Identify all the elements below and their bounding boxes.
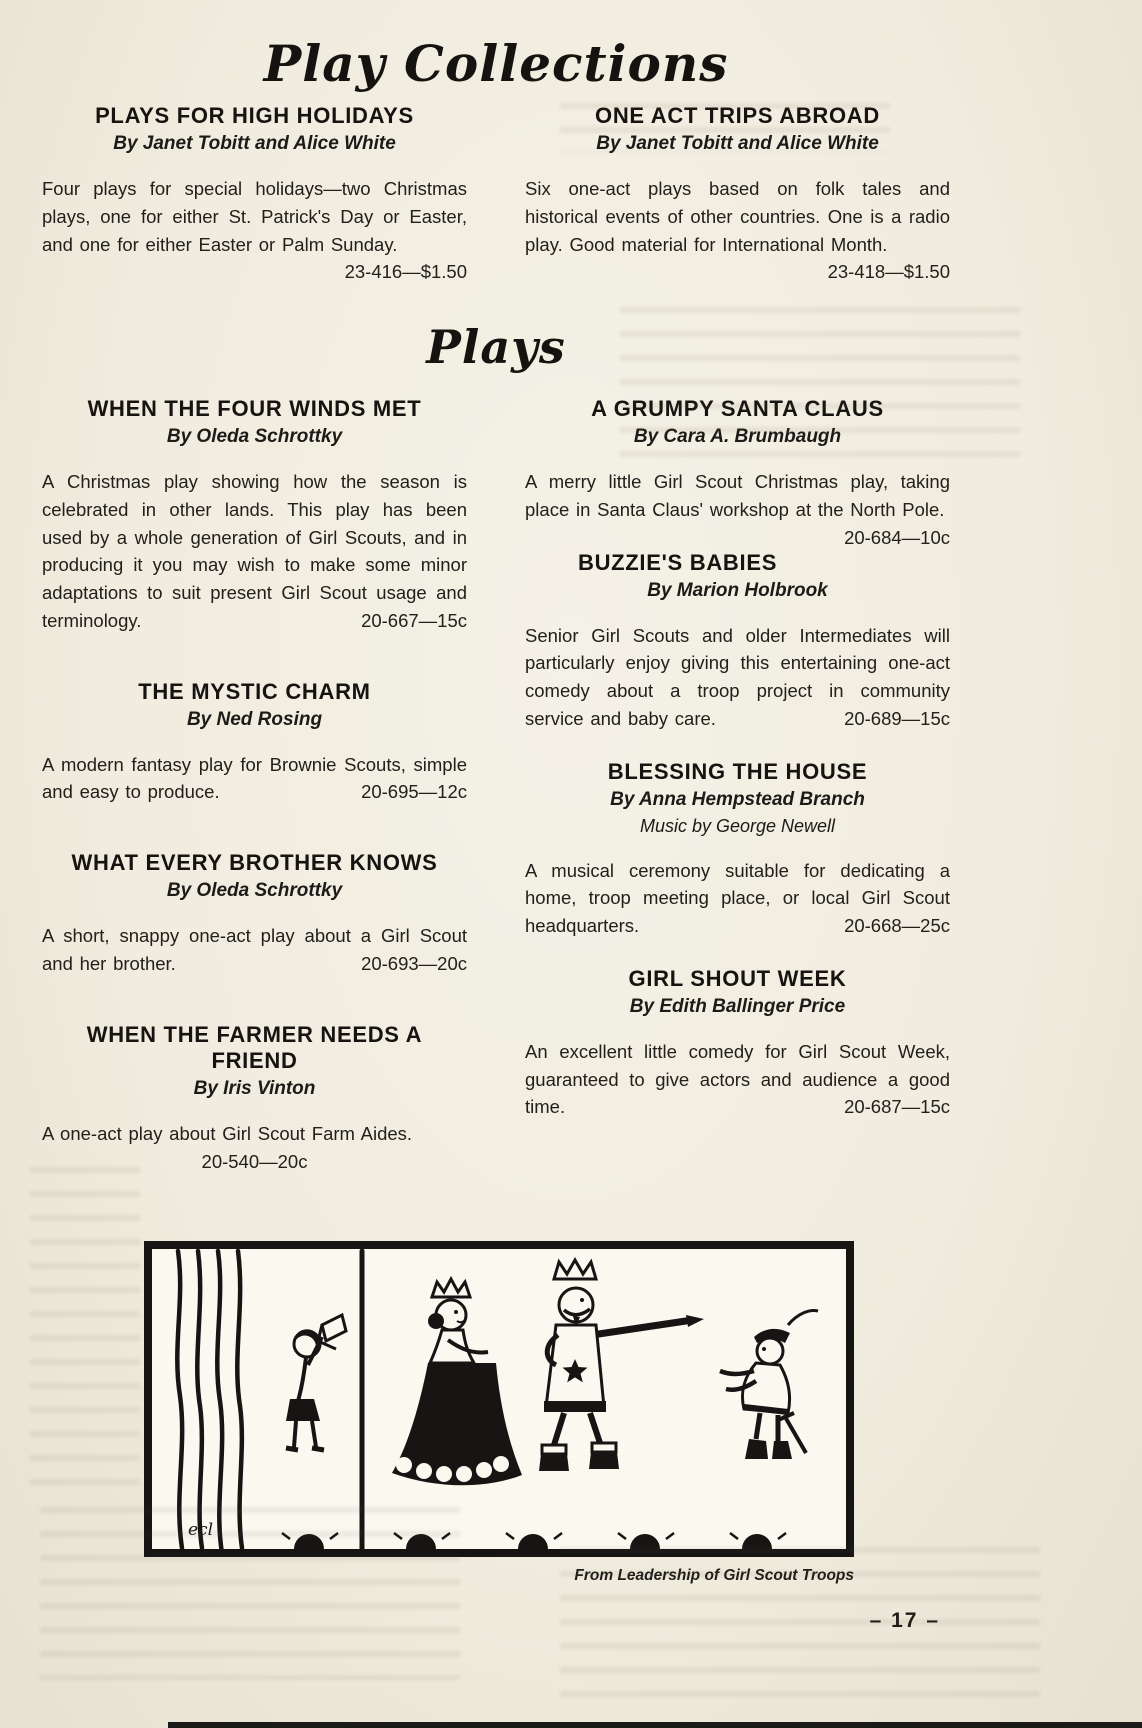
play-music-credit: Music by George Newell	[639, 815, 836, 836]
catalog-code-price: 20-687—15c	[844, 1096, 950, 1118]
play-entry	[525, 103, 950, 286]
play-description-text: Four plays for special holidays—two Christmas plays, one for either St. Patrick's Day or Easter, and one for either Easter or Palm Sunday.	[42, 178, 467, 255]
play-title: WHAT EVERY BROTHER KNOWS	[71, 850, 438, 875]
play-author: By Janet Tobitt and Alice White	[596, 133, 879, 154]
catalog-code-price: 20-684—10c	[844, 526, 950, 548]
play-title: GIRL SHOUT WEEK	[628, 965, 847, 991]
plays-right-column	[525, 396, 950, 1217]
play-entry	[42, 679, 467, 807]
section-title-play-collections: Play Collections	[263, 34, 729, 93]
play-description	[525, 468, 950, 548]
plays-left-column	[42, 396, 467, 1217]
play-title: WHEN THE FARMER NEEDS A FRIEND	[86, 1021, 423, 1073]
play-author: By Edith Ballinger Price	[629, 995, 846, 1017]
play-title: A GRUMPY SANTA CLAUS	[591, 396, 884, 421]
play-description	[525, 857, 950, 940]
play-description	[525, 622, 950, 733]
play-entry	[42, 850, 467, 978]
illustration-caption: From Leadership of Girl Scout Troops	[574, 1567, 854, 1585]
page-number: – 17 –	[869, 1609, 940, 1633]
play-description-text: Senior Girl Scouts and older Intermediates will particularly enjoy giving this entertaining one-act comedy about a troop project in community service and baby care.	[525, 624, 950, 729]
stage-illustration	[144, 1241, 854, 1557]
play-author: By Marion Holbrook	[647, 579, 828, 601]
play-title: THE MYSTIC CHARM	[138, 678, 371, 704]
play-title: BUZZIE'S BABIES	[577, 549, 778, 575]
play-entry	[525, 759, 950, 940]
scan-edge-artifact	[168, 1722, 1142, 1728]
play-description-text: An excellent little comedy for Girl Scout Week, guaranteed to give actors and audience a good time.	[525, 1040, 950, 1118]
play-title: ONE ACT TRIPS ABROAD	[595, 103, 880, 128]
play-description	[42, 1120, 467, 1148]
catalog-code-price: 20-693—20c	[361, 952, 467, 974]
catalog-code-price: 20-695—12c	[361, 781, 467, 803]
catalog-code-price: 20-689—15c	[844, 707, 950, 729]
play-entry	[525, 550, 950, 733]
catalog-code-price: 20-668—25c	[844, 915, 950, 936]
play-description	[525, 175, 950, 283]
play-description-text: A Christmas play showing how the season is celebrated in other lands. This play has been used by a whole generation of Girl Scouts, and in producing it you may wish to make some minor adaptations to suit present Girl Scout usage and terminology.	[42, 471, 467, 631]
play-author: By Anna Hempstead Branch	[610, 788, 865, 810]
play-description	[42, 922, 467, 978]
catalog-code-price: 23-416—$1.50	[344, 261, 467, 283]
catalog-code-price: 23-418—$1.50	[827, 261, 950, 283]
catalog-code-price: 20-540—20c	[201, 1151, 308, 1173]
section-title-plays: Plays	[426, 320, 566, 374]
play-description-text: Six one-act plays based on folk tales and historical events of other countries. One is a radio play. Good material for International Month.	[525, 178, 950, 255]
play-description-text: A short, snappy one-act play about a Girl Scout and her brother.	[42, 925, 467, 974]
play-description	[42, 468, 467, 635]
play-description	[525, 1038, 950, 1121]
play-title: WHEN THE FOUR WINDS MET	[87, 396, 422, 421]
play-description-text: A modern fantasy play for Brownie Scouts, simple and easy to produce.	[42, 753, 467, 803]
stage-illustration-figure	[144, 1241, 854, 1585]
play-description	[42, 751, 467, 807]
play-author: By Ned Rosing	[186, 708, 323, 730]
play-description-text: A merry little Girl Scout Christmas play, taking place in Santa Claus' workshop at the North Pole.	[525, 471, 950, 520]
catalog-code-price: 20-667—15c	[361, 609, 467, 631]
play-description	[42, 175, 467, 283]
play-description-text: A one-act play about Girl Scout Farm Aides.	[42, 1122, 413, 1144]
play-entry	[42, 1022, 467, 1174]
play-author: By Oleda Schrottky	[166, 880, 343, 901]
collections-section	[42, 103, 950, 286]
play-author: By Cara A. Brumbaugh	[633, 426, 842, 447]
play-title: PLAYS FOR HIGH HOLIDAYS	[95, 103, 414, 128]
play-author: By Janet Tobitt and Alice White	[113, 133, 396, 154]
play-title: BLESSING THE HOUSE	[607, 758, 868, 784]
play-author: By Oleda Schrottky	[166, 426, 343, 447]
illustration-signature: ecl	[188, 1520, 214, 1541]
plays-section	[42, 396, 950, 1217]
play-entry	[525, 396, 950, 548]
play-author: By Iris Vinton	[193, 1077, 316, 1099]
play-description-text: A musical ceremony suitable for dedicating a home, troop meeting place, or local Girl Scout headquarters.	[525, 859, 950, 936]
play-entry	[42, 396, 467, 635]
play-entry	[42, 103, 467, 286]
play-entry	[525, 966, 950, 1121]
